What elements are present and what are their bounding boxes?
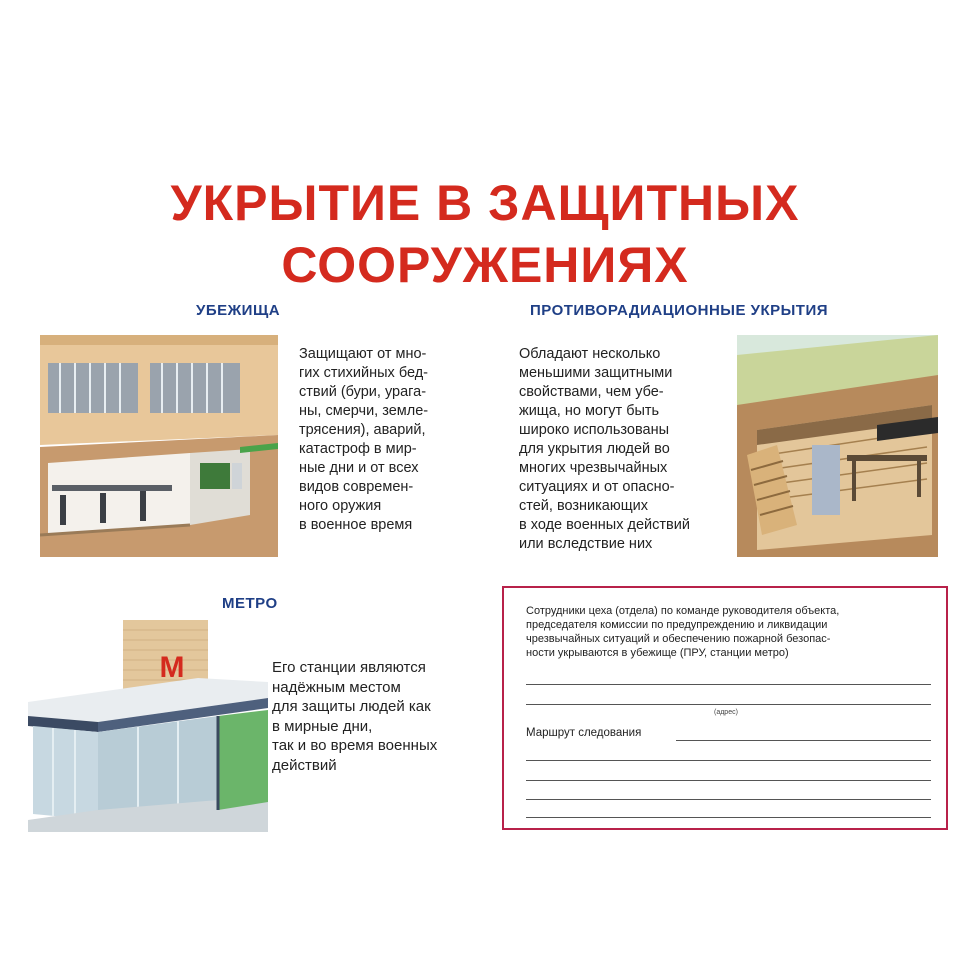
title-line-1: УКРЫТИЕ В ЗАЩИТНЫХ bbox=[170, 175, 800, 231]
title-line-2: СООРУЖЕНИЯХ bbox=[281, 237, 689, 293]
antirad-line: широко использованы bbox=[519, 422, 670, 438]
antirad-line: свойствами, чем убе- bbox=[519, 384, 664, 400]
route-line-4[interactable] bbox=[526, 799, 931, 800]
route-line-5[interactable] bbox=[526, 817, 931, 818]
shelters-line: трясения), аварий, bbox=[299, 422, 426, 438]
shelters-line: ны, смерчи, земле- bbox=[299, 403, 429, 419]
metro-illustration bbox=[28, 620, 268, 832]
metro-sign-icon: М bbox=[159, 651, 185, 684]
antirad-line: стей, возникающих bbox=[519, 498, 649, 514]
shelter-form bbox=[502, 586, 948, 830]
antirad-heading: ПРОТИВОРАДИАЦИОННЫЕ УКРЫТИЯ bbox=[530, 302, 829, 319]
shelters-line: катастроф в мир- bbox=[299, 441, 417, 457]
antirad-line: многих чрезвычайных bbox=[519, 460, 668, 476]
metro-line: в мирные дни, bbox=[272, 717, 373, 735]
form-line: чрезвычайных ситуаций и обеспечению пожарной безопас- bbox=[526, 633, 831, 645]
antirad-description bbox=[519, 345, 690, 554]
antirad-line: в ходе военных действий bbox=[519, 517, 690, 533]
form-line: председателя комиссии по предупреждению и ликвидации bbox=[526, 619, 828, 631]
form-line: Сотрудники цеха (отдела) по команде руководителя объекта, bbox=[526, 605, 840, 617]
form-line: ности укрываются в убежище (ПРУ, станции метро) bbox=[526, 647, 789, 659]
shelters-line: Защищают от мно- bbox=[299, 346, 427, 362]
shelters-line: ного оружия bbox=[299, 498, 382, 514]
antirad-line: жища, но могут быть bbox=[519, 403, 660, 419]
shelters-line: ные дни и от всех bbox=[299, 460, 419, 476]
shelters-description bbox=[299, 345, 428, 535]
route-line-1[interactable] bbox=[676, 740, 931, 741]
metro-line: Его станции являются bbox=[272, 659, 426, 676]
shelter-illustration bbox=[40, 335, 278, 557]
shelters-line: гих стихийных бед- bbox=[299, 365, 428, 381]
metro-description bbox=[272, 658, 437, 775]
poster-title bbox=[0, 172, 970, 296]
route-line-2[interactable] bbox=[526, 760, 931, 761]
antirad-line: для укрытия людей во bbox=[519, 441, 670, 457]
shelters-line: в военное время bbox=[299, 517, 413, 533]
metro-line: надёжным местом bbox=[272, 678, 401, 696]
form-instructions bbox=[526, 604, 839, 660]
antirad-line: меньшими защитными bbox=[519, 365, 673, 381]
address-line-2[interactable] bbox=[526, 704, 931, 705]
route-label: Маршрут следования bbox=[526, 727, 642, 739]
route-line-3[interactable] bbox=[526, 780, 931, 781]
metro-line: действий bbox=[272, 756, 337, 774]
antirad-line: или вследствие них bbox=[519, 536, 653, 552]
address-caption: (адрес) bbox=[714, 709, 738, 716]
antirad-line: Обладают несколько bbox=[519, 346, 661, 362]
antirad-illustration bbox=[737, 335, 938, 557]
antirad-line: ситуациях и от опасно- bbox=[519, 479, 675, 495]
metro-line: так и во время военных bbox=[272, 737, 438, 754]
address-line-1[interactable] bbox=[526, 684, 931, 685]
metro-heading: МЕТРО bbox=[222, 595, 278, 612]
shelters-line: ствий (бури, урага- bbox=[299, 384, 427, 400]
metro-line: для защиты людей как bbox=[272, 698, 431, 715]
shelters-line: видов современ- bbox=[299, 479, 414, 495]
shelters-heading: УБЕЖИЩА bbox=[196, 302, 281, 319]
